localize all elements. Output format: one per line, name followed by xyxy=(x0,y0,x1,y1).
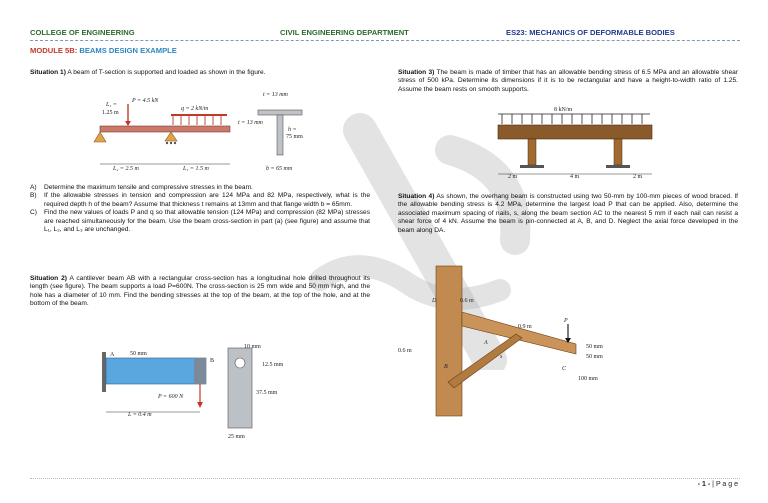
udl-label: 8 kN/m xyxy=(554,107,573,113)
situation-3-intro xyxy=(398,69,738,94)
situation-4-text: As shown, the overhang beam is constructed using two 50-mm by 100-mm pieces of wood braced. If the allowable bending stress is 4.2 MPa, determine the largest load P that can be applied. Also, determine the associated maximum spacing of nails, s, along the beam section AC to the nearest 5 mm if each nail can resist a shear force of 4 kN. Assume the beam is pin-connected at A, B, and D. Neglect the axial force developed in the beam along DA. xyxy=(398,193,738,234)
span-a-label: 2 m xyxy=(508,174,518,180)
pin-support-left xyxy=(94,132,106,142)
label-s: s xyxy=(500,354,503,360)
situation-4-heading: Situation 4) xyxy=(398,193,435,200)
module-title: BEAMS DESIGN EXAMPLE xyxy=(79,46,177,55)
situation-1-heading: Situation 1) xyxy=(30,69,66,76)
cantilever-end xyxy=(194,358,206,384)
situation-1-intro xyxy=(30,69,375,77)
load-q-label: q = 2 kN/m xyxy=(181,106,209,112)
t-section-web xyxy=(277,115,283,155)
situation-2-heading: Situation 2) xyxy=(30,275,67,282)
situation-1-questions xyxy=(30,184,370,234)
web-thickness-label: t = 13 mm xyxy=(238,120,263,126)
dim-06-top: 0.6 m xyxy=(460,298,474,304)
situation-2-intro xyxy=(30,275,370,309)
load-label: P = 600 N xyxy=(158,394,184,400)
span-b-label: 4 m xyxy=(570,174,580,180)
top-125-label: 12.5 mm xyxy=(262,362,284,368)
timber-beam-body xyxy=(498,125,652,139)
department-name: CIVIL ENGINEERING DEPARTMENT xyxy=(280,28,409,37)
l2-label: L₂ = 2.5 m xyxy=(113,166,139,172)
label-p: P xyxy=(564,318,568,324)
height-50-label: 50 mm xyxy=(130,351,147,357)
situation-3-text: The beam is made of timber that has an allowable bending stress of 6.5 MPa and an allowable shear stress of 500 kPa. Determine its dimensions if it is to be rectangular and have a height-to-width ratio of 1.25. Assume the beam rests on smooth supports. xyxy=(398,69,738,93)
question-a: A) Determine the maximum tensile and compressive stresses in the beam. xyxy=(30,184,253,191)
width-100: 100 mm xyxy=(578,376,598,382)
module-code: MODULE 5B: xyxy=(30,46,78,55)
distributed-load-arrows xyxy=(173,116,221,125)
situation-2-text: A cantilever beam AB with a rectangular cross-section has a longitudinal hole drilled throughout its length (see figure). The beam supports a load P=600N. The cross-section is 25 mm wide and 50 mm high, and the hole has a diameter of 10 mm. Find the bending stresses at the top of the beam, at the top of the hole, and at the bottom of the beam. xyxy=(30,275,371,308)
course-title: ES23: MECHANICS OF DEFORMABLE BODIES xyxy=(506,28,675,37)
cantilever-body xyxy=(106,358,206,384)
label-b: B xyxy=(210,358,215,364)
depth-h-value: 75 mm xyxy=(286,134,303,140)
footer-divider xyxy=(30,478,740,479)
college-name: COLLEGE OF ENGINEERING xyxy=(30,28,135,37)
support-post-left xyxy=(528,139,536,165)
fixed-wall xyxy=(102,352,106,392)
label-a: A xyxy=(110,352,115,358)
hole-dia-label: 10 mm xyxy=(244,344,261,350)
support-post-right xyxy=(614,139,622,165)
header-divider xyxy=(30,40,740,41)
t-section-flange xyxy=(258,110,302,115)
flange-thickness-label: t = 13 mm xyxy=(263,92,288,98)
l1-label: L₁ = xyxy=(106,102,117,108)
figure-cantilever-beam xyxy=(98,338,298,444)
footer-separator: | xyxy=(712,481,714,488)
figure-t-beam xyxy=(88,86,328,178)
question-c: C) Find the new values of loads P and q so that allowable tension (124 MPa) and compression (82 MPa) stresses are reached simultaneously for the beam. Use the beam cross-section in part (a) (see figure) and assume that L₁, L₂, and L₃ are unchanged. xyxy=(30,209,370,234)
page-label: P a g e xyxy=(715,481,738,488)
page-number: - 1 - xyxy=(697,481,711,488)
wooden-post xyxy=(436,266,462,416)
distributed-load-bar xyxy=(171,114,227,116)
question-b: B) If the allowable stresses in tension and compression are 124 MPa and 82 MPa, respectively, what is the required depth h of the beam? Assume that thickness t remains at 13mm and that flange width b = 65mm. xyxy=(30,192,370,208)
situation-1-text: A beam of T-section is supported and loaded as shown in the figure. xyxy=(67,69,266,76)
flange-width-label: b = 65 mm xyxy=(266,166,293,172)
t-beam-body xyxy=(100,126,230,132)
l3-label: L₃ = 1.5 m xyxy=(183,166,209,172)
situation-3-heading: Situation 3) xyxy=(398,69,435,76)
thickness-50-top: 50 mm xyxy=(586,344,603,350)
figure-braced-overhang xyxy=(396,262,626,422)
label-c: C xyxy=(562,366,567,372)
overhang-beam xyxy=(462,312,576,354)
span-c-label: 2 m xyxy=(633,174,643,180)
udl-arrows xyxy=(498,114,650,124)
page-footer xyxy=(698,481,738,488)
l1-value: 1.25 m xyxy=(102,110,119,116)
figure-timber-beam xyxy=(490,104,660,184)
load-p-label: P = 4.5 kN xyxy=(132,98,159,104)
roller-support xyxy=(165,132,177,141)
label-d: D xyxy=(432,298,437,304)
dim-09: 0.9 m xyxy=(518,324,532,330)
section-hole xyxy=(235,358,245,368)
label-b: B xyxy=(444,364,448,370)
module-heading xyxy=(30,46,177,55)
situation-4-intro xyxy=(398,193,738,235)
depth-h-label: h = xyxy=(288,127,297,133)
label-a: A xyxy=(484,340,488,346)
thickness-50-bottom: 50 mm xyxy=(586,354,603,360)
dim-06-left: 0.6 m xyxy=(398,348,412,354)
length-label: L = 0.4 m xyxy=(128,412,152,418)
bottom-375-label: 37.5 mm xyxy=(256,390,278,396)
width-25-label: 25 mm xyxy=(228,434,245,440)
